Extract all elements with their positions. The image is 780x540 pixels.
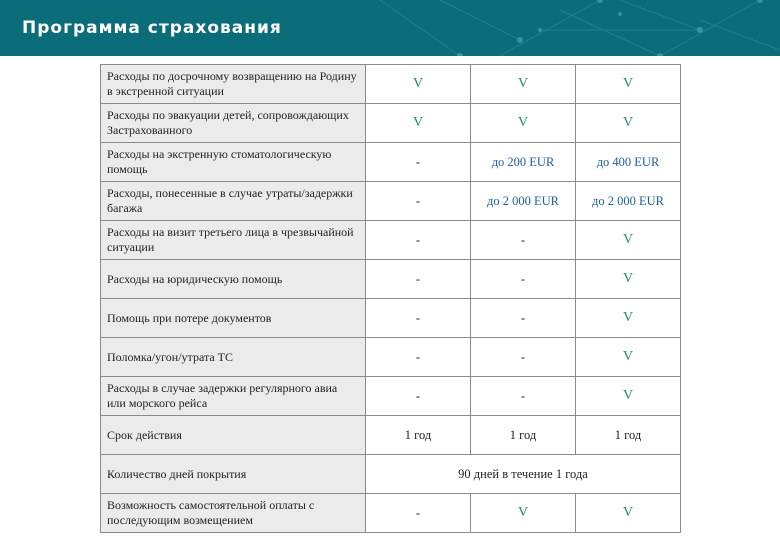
row-label: Расходы по досрочному возвращению на Родину в экстренной ситуации	[101, 65, 366, 104]
row-label: Срок действия	[101, 416, 366, 455]
row-label: Помощь при потере документов	[101, 299, 366, 338]
table-row	[101, 65, 681, 104]
value-cell: до 2 000 EUR	[576, 182, 681, 221]
header-banner	[0, 0, 780, 56]
value-cell: -	[366, 338, 471, 377]
table-row	[101, 416, 681, 455]
value-cell: -	[366, 182, 471, 221]
row-label: Расходы по эвакуации детей, сопровождающих Застрахованного	[101, 104, 366, 143]
value-cell: -	[366, 494, 471, 533]
check-mark-cell: V	[576, 338, 681, 377]
check-mark-cell: V	[366, 65, 471, 104]
value-cell: -	[366, 143, 471, 182]
table-row	[101, 260, 681, 299]
table-row	[101, 182, 681, 221]
value-cell: -	[366, 221, 471, 260]
table-row	[101, 377, 681, 416]
check-mark-cell: V	[471, 65, 576, 104]
check-mark-cell: V	[471, 104, 576, 143]
insurance-table	[100, 64, 681, 533]
table-row	[101, 143, 681, 182]
value-cell: -	[471, 377, 576, 416]
row-label: Количество дней покрытия	[101, 455, 366, 494]
value-cell: -	[471, 338, 576, 377]
row-label: Расходы, понесенные в случае утраты/задержки багажа	[101, 182, 366, 221]
check-mark-cell: V	[576, 104, 681, 143]
table-row	[101, 494, 681, 533]
table-row	[101, 455, 681, 494]
merged-value-cell: 90 дней в течение 1 года	[366, 455, 681, 494]
table-row	[101, 299, 681, 338]
check-mark-cell: V	[576, 377, 681, 416]
page-title: Программа страхования	[22, 18, 282, 38]
row-label: Поломка/угон/утрата ТС	[101, 338, 366, 377]
value-cell: -	[471, 260, 576, 299]
check-mark-cell: V	[576, 221, 681, 260]
value-cell: -	[471, 221, 576, 260]
value-cell: до 2 000 EUR	[471, 182, 576, 221]
value-cell: 1 год	[471, 416, 576, 455]
row-label: Расходы на визит третьего лица в чрезвычайной ситуации	[101, 221, 366, 260]
value-cell: 1 год	[576, 416, 681, 455]
value-cell: -	[471, 299, 576, 338]
row-label: Расходы на экстренную стоматологическую помощь	[101, 143, 366, 182]
check-mark-cell: V	[576, 260, 681, 299]
check-mark-cell: V	[471, 494, 576, 533]
value-cell: до 400 EUR	[576, 143, 681, 182]
value-cell: -	[366, 299, 471, 338]
value-cell: 1 год	[366, 416, 471, 455]
row-label: Расходы на юридическую помощь	[101, 260, 366, 299]
table-row	[101, 104, 681, 143]
check-mark-cell: V	[576, 65, 681, 104]
check-mark-cell: V	[576, 494, 681, 533]
check-mark-cell: V	[366, 104, 471, 143]
table-row	[101, 221, 681, 260]
value-cell: до 200 EUR	[471, 143, 576, 182]
value-cell: -	[366, 377, 471, 416]
row-label: Расходы в случае задержки регулярного авиа или морского рейса	[101, 377, 366, 416]
row-label: Возможность самостоятельной оплаты с последующим возмещением	[101, 494, 366, 533]
check-mark-cell: V	[576, 299, 681, 338]
value-cell: -	[366, 260, 471, 299]
table-row	[101, 338, 681, 377]
